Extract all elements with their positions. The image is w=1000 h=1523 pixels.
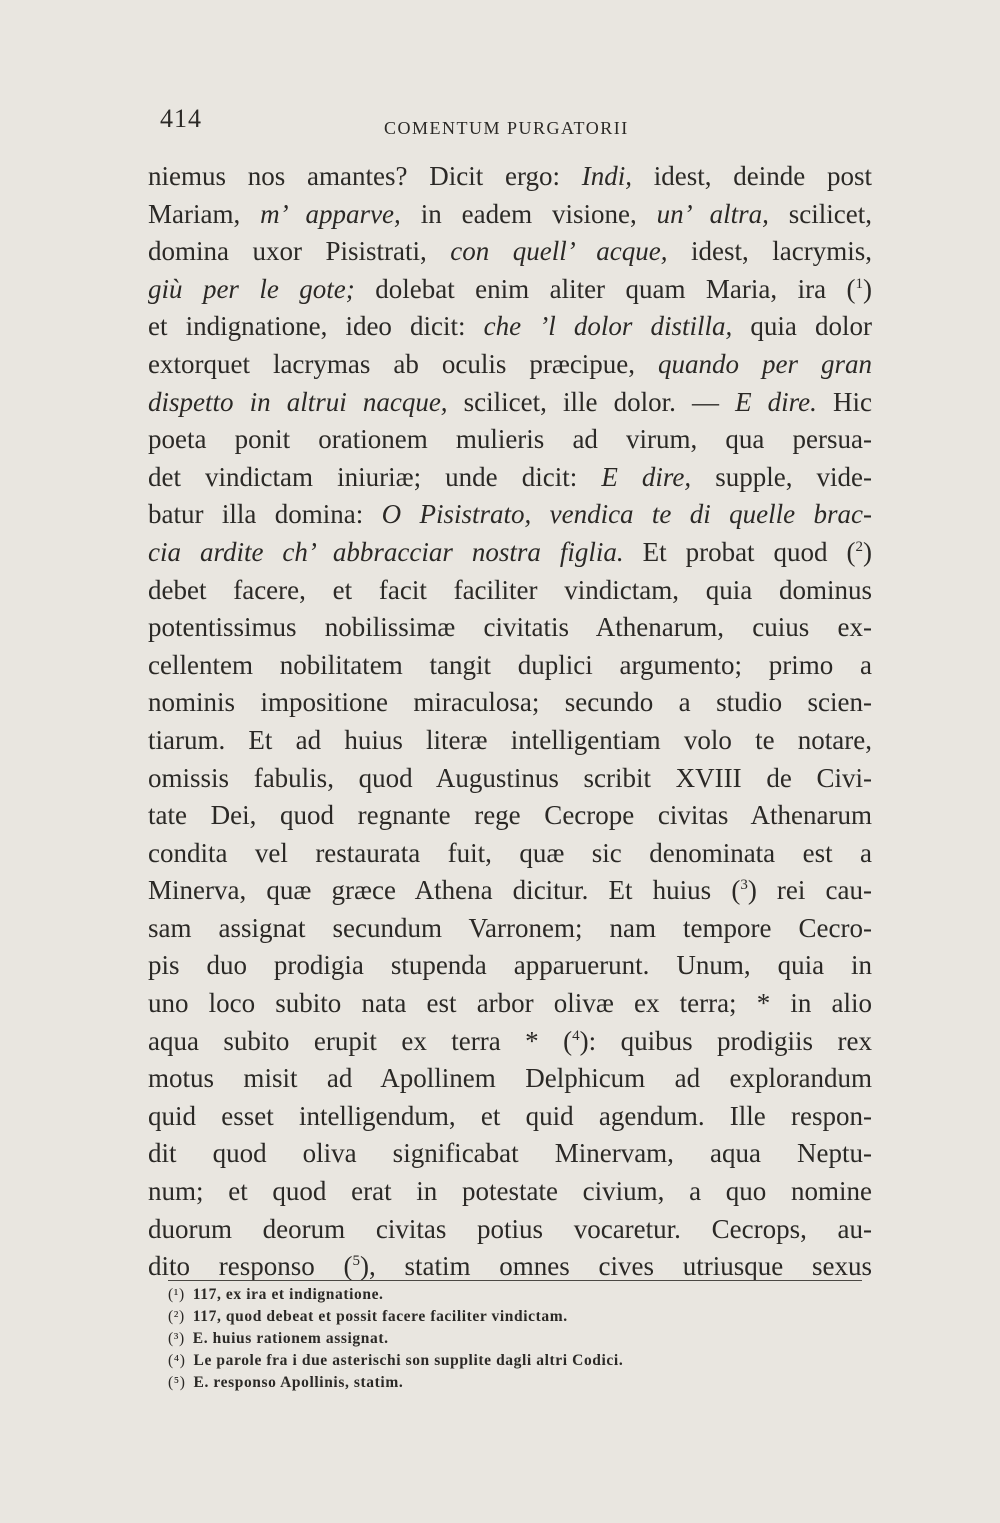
text-run: )	[863, 536, 873, 567]
text-line	[148, 534, 872, 572]
footnote	[168, 1350, 868, 1372]
italic-quote: m’ apparve,	[260, 198, 401, 229]
text-line	[148, 872, 872, 910]
text-run: supple, vide-	[691, 461, 872, 492]
text-line	[148, 271, 872, 309]
text-run: scilicet, ille dolor. —	[447, 386, 736, 417]
text-run: extorquet lacrymas ab oculis præcipue,	[148, 348, 659, 379]
text-run: motus misit ad Apollinem Delphicum ad explorandum	[148, 1063, 872, 1094]
text-run: sam assignat secundum Varronem; nam tempore Cecro-	[148, 912, 872, 943]
text-run: dolebat enim aliter quam Maria, ira (	[354, 273, 856, 304]
italic-quote: un’ altra,	[656, 198, 769, 229]
footnotes	[168, 1284, 868, 1394]
text-run: potentissimus nobilissimæ civitatis Athenarum, cuius ex-	[148, 612, 872, 643]
text-line	[148, 985, 872, 1023]
text-run: Mariam,	[148, 198, 261, 229]
text-line	[148, 835, 872, 873]
text-line	[148, 684, 872, 722]
text-run: aqua subito erupit ex terra * (	[148, 1025, 573, 1056]
text-line	[148, 384, 872, 422]
footnote-text: 117, ex ira et indignatione.	[192, 1286, 384, 1303]
text-line	[148, 1135, 872, 1173]
text-run: in eadem visione,	[400, 198, 657, 229]
text-run: debet facere, et facit faciliter vindictam, quia dominus	[148, 574, 872, 605]
footnote-text: E. huius rationem assignat.	[192, 1330, 389, 1347]
text-run: Hic	[816, 386, 872, 417]
footnote	[168, 1372, 868, 1394]
text-run: num; et quod erat in potestate civium, a quo nomine	[148, 1176, 872, 1207]
text-line	[148, 308, 872, 346]
footnote-ref: 2	[855, 538, 864, 555]
text-run: tate Dei, quod regnante rege Cecrope civitas Athenarum	[148, 800, 872, 831]
page-number: 414	[160, 104, 202, 133]
text-run: cellentem nobilitatem tangit duplici argumento; primo a	[148, 649, 872, 680]
text-run: uno loco subito nata est arbor olivæ ex terra; * in alio	[148, 988, 872, 1019]
text-line	[148, 722, 872, 760]
text-run: omissis fabulis, quod Augustinus scribit XVIII de Civi-	[148, 762, 872, 793]
page-header	[160, 104, 870, 144]
text-run: )	[863, 273, 872, 304]
text-run: quid esset intelligendum, et quid agendum. Ille respon-	[148, 1100, 872, 1131]
text-run: quia dolor	[732, 311, 873, 342]
text-run: et indignatione, ideo dicit:	[148, 311, 484, 342]
text-line	[148, 1211, 872, 1249]
italic-quote: O Pisistrato, vendica te di quelle brac-	[381, 499, 872, 530]
italic-quote: con quell’ acque,	[450, 236, 668, 267]
text-line	[148, 910, 872, 948]
text-line	[148, 346, 872, 384]
footnote-mark: (⁴)	[168, 1352, 186, 1369]
footnote	[168, 1328, 868, 1350]
text-run: nominis impositione miraculosa; secundo a studio scien-	[148, 687, 872, 718]
footnote-text: E. responso Apollinis, statim.	[193, 1374, 404, 1391]
text-line	[148, 459, 872, 497]
footnote-divider	[168, 1280, 862, 1281]
footnote-text: Le parole fra i due asterischi son supplite dagli altri Codici.	[193, 1352, 624, 1369]
text-run: pis duo prodigia stupenda apparuerunt. Unum, quia in	[148, 950, 872, 981]
footnote	[168, 1284, 868, 1306]
text-run: niemus nos amantes? Dicit ergo:	[148, 161, 582, 191]
text-run: batur illa domina:	[148, 499, 382, 530]
text-run: condita vel restaurata fuit, quæ sic denominata est a	[148, 837, 872, 868]
text-line	[148, 947, 872, 985]
footnote-mark: (¹)	[168, 1286, 185, 1303]
text-run: duorum deorum civitas potius vocaretur. Cecrops, au-	[148, 1213, 872, 1244]
footnote-text: 117, quod debeat et possit facere faciliter vindictam.	[192, 1308, 568, 1325]
running-title: COMENTUM PURGATORII	[384, 118, 629, 138]
text-line	[148, 158, 872, 196]
italic-quote: Indi,	[581, 161, 632, 191]
text-line	[148, 760, 872, 798]
text-line	[148, 1060, 872, 1098]
text-line	[148, 196, 872, 234]
main-text	[148, 158, 872, 1286]
footnote	[168, 1306, 868, 1328]
text-line	[148, 1173, 872, 1211]
text-run: Et probat quod (	[623, 536, 856, 567]
footnote-mark: (²)	[168, 1308, 185, 1325]
text-run: idest, lacrymis,	[667, 236, 873, 267]
italic-quote: che ’l dolor distilla,	[483, 311, 733, 342]
text-run: domina uxor Pisistrati,	[148, 236, 451, 267]
text-run: ) rei cau-	[747, 875, 872, 906]
text-run: scilicet,	[768, 198, 872, 229]
text-line	[148, 421, 872, 459]
text-line	[148, 647, 872, 685]
text-line	[148, 1023, 872, 1061]
text-line	[148, 1098, 872, 1136]
italic-quote: E dire.	[735, 386, 817, 417]
text-line	[148, 233, 872, 271]
text-run: tiarum. Et ad huius literæ intelligentiam volo te notare,	[148, 724, 872, 755]
text-run: ), statim omnes cives utriusque sexus	[360, 1251, 873, 1282]
text-line	[148, 496, 872, 534]
italic-quote: cia ardite ch’ abbracciar nostra figlia.	[148, 536, 624, 567]
text-run: dito responso (	[148, 1251, 353, 1282]
footnote-mark: (³)	[168, 1330, 185, 1347]
text-run: dit quod oliva significabat Minervam, aqua Neptu-	[148, 1138, 872, 1169]
footnote-ref: 5	[352, 1253, 361, 1270]
text-line	[148, 609, 872, 647]
footnote-mark: (⁵)	[168, 1374, 186, 1391]
footnote-ref: 3	[740, 877, 748, 894]
text-run: poeta ponit orationem mulieris ad virum, qua persua-	[148, 424, 872, 455]
text-run: det vindictam iniuriæ; unde dicit:	[148, 461, 602, 492]
text-run: ): quibus prodigiis rex	[579, 1025, 872, 1056]
text-line	[148, 797, 872, 835]
text-run: idest, deinde post	[631, 161, 872, 191]
text-run: Minerva, quæ græce Athena dicitur. Et huius (	[148, 875, 741, 906]
text-line	[148, 572, 872, 610]
italic-quote: dispetto in altrui nacque,	[148, 386, 448, 417]
footnote-ref: 4	[572, 1027, 580, 1044]
italic-quote: quando per gran	[658, 348, 872, 379]
footnote-ref: 1	[855, 275, 863, 292]
italic-quote: giù per le gote;	[148, 273, 355, 304]
italic-quote: E dire,	[601, 461, 692, 492]
